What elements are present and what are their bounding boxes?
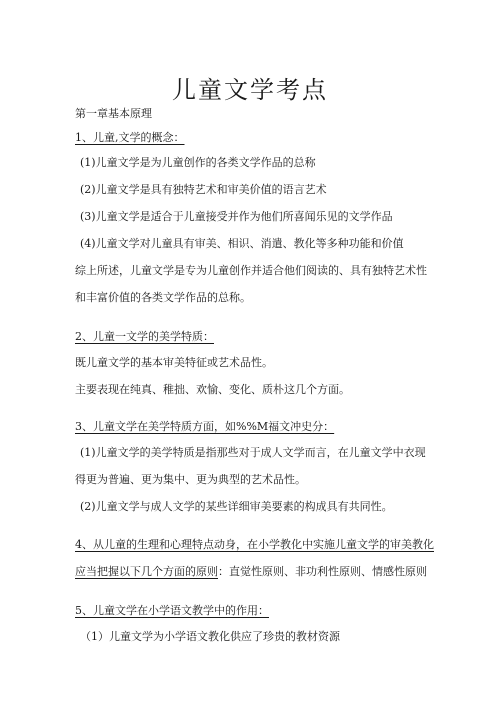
section-5-heading: 5、儿童文学在小学语文教学中的作用： [75, 604, 269, 617]
section-3-paragraph-2: (2)儿童文学与成人文学的某些详细审美要素的构成具有共同性。 [80, 500, 393, 513]
section-2-heading: 2、儿童一文学的美学特质： [75, 330, 214, 343]
section-3-paragraph-1-line-2: 得更为普遍、更为集中、更为典型的艺术品性。 [75, 473, 306, 486]
section-1-item-2: (2)儿童文学是具有独特艺术和审美价值的语言艺术 [80, 183, 327, 196]
section-4-line-2 [75, 565, 427, 579]
section-1-item-4: (4)儿童文学对儿童具有审美、相识、消遣、教化等多种功能和价值 [80, 237, 404, 250]
section-1-summary-line-2: 和丰富价值的各类文学作品的总称。 [75, 291, 251, 304]
section-4-principles-list: ：直觉性原则、非功利性原则、情感性原则 [218, 565, 427, 578]
section-1-item-3: (3)儿童文学是适合于儿童接受并作为他们所喜闻乐见的文学作品 [80, 210, 393, 223]
section-1-heading: 1、儿童,文学的概念： [75, 131, 185, 144]
section-4-principles-lead: 应当把握以下几个方面的原则 [75, 565, 218, 578]
section-1-item-1: (1)儿童文学是为儿童创作的各类文学作品的总称 [80, 156, 316, 169]
section-2-paragraph-2: 主要表现在纯真、稚拙、欢愉、变化、质朴这几个方面。 [75, 383, 350, 396]
section-2-paragraph-1: 既儿童文学的基本审美特征或艺术品性。 [75, 356, 273, 369]
section-4-line-1: 4、从儿童的生理和心理特点动身，在小学教化中实施儿童文学的审美教化 [75, 538, 434, 551]
chapter-heading: 第一章基本原理 [75, 107, 152, 120]
section-3-heading: 3、儿童文学在美学特质方面，如%%M福文冲史分： [75, 420, 335, 433]
document-title: 儿童文学考点 [172, 76, 328, 104]
section-1-summary-line-1: 综上所述，儿童文学是专为儿童创作并适合他们阅读的、具有独特艺术性 [75, 264, 427, 277]
section-3-paragraph-1-line-1: (1)儿童文学的美学特质是指那些对于成人文学而言，在儿童文学中衣现 [80, 446, 426, 459]
section-5-paragraph-1: （1）儿童文学为小学语文教化供应了珍贵的教材资源 [80, 630, 340, 643]
